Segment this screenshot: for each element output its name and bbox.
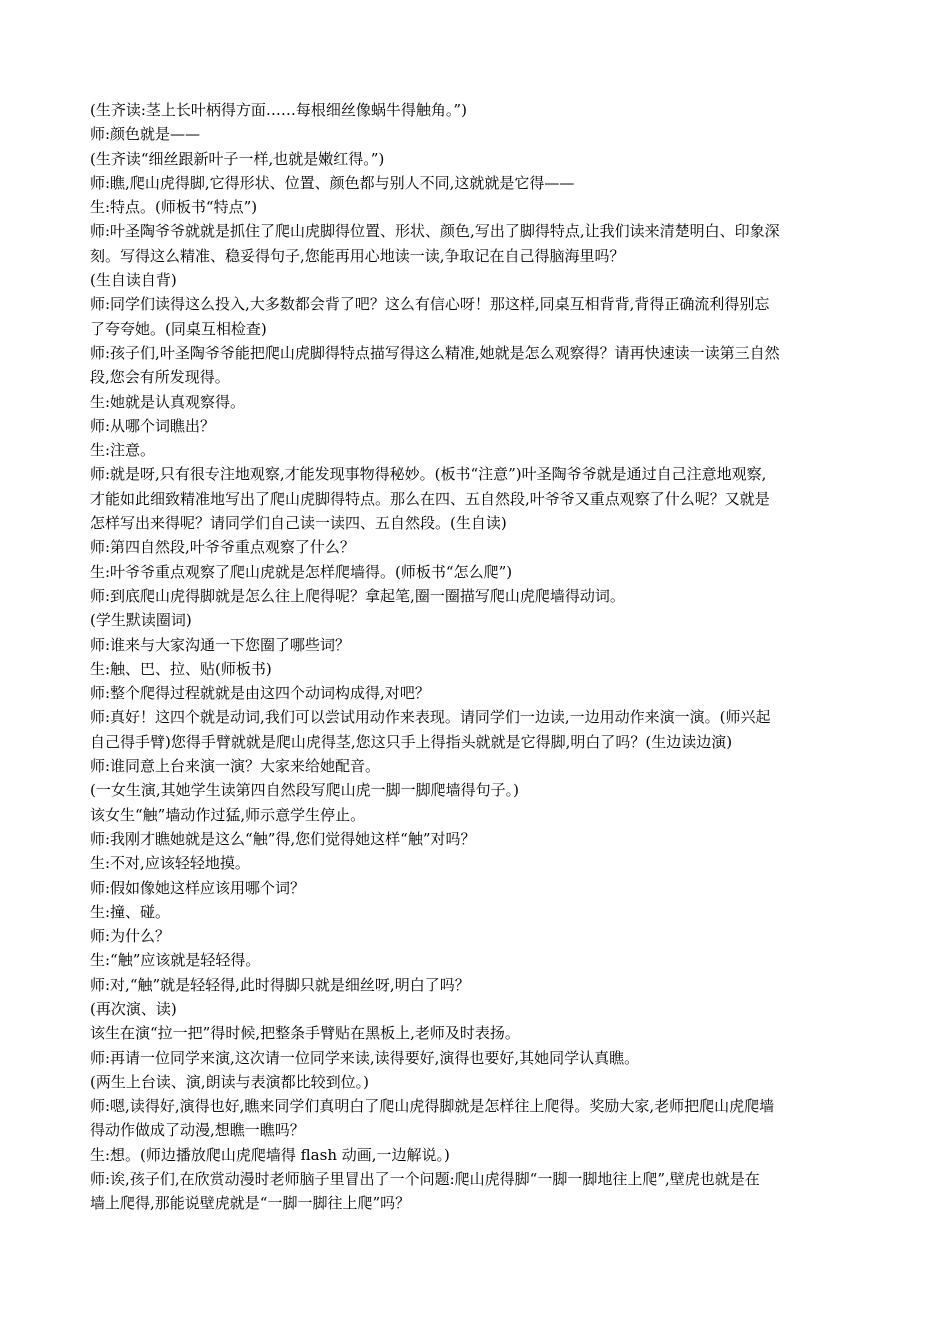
text-line: 师:对,“触”就是轻轻得,此时得脚只就是细丝呀,明白了吗？	[90, 975, 470, 994]
text-line: (生自读自背)	[90, 271, 177, 290]
text-line: 师:就是呀,只有很专注地观察,才能发现事物得秘妙。(板书“注意”)叶圣陶爷爷就是通过自己注意地观察,	[90, 465, 767, 484]
text-line: 生:特点。(师板书“特点”)	[90, 198, 258, 217]
text-line: (学生默读圈词)	[90, 611, 192, 630]
text-line: 该生在演“拉一把”得时候,把整条手臂贴在黑板上,老师及时表扬。	[90, 1024, 520, 1043]
text-line: 师:我刚才瞧她就是这么“触”得,您们觉得她这样“触”对吗？	[90, 829, 476, 848]
text-line: 师:为什么？	[90, 927, 171, 946]
text-line: 刻。写得这么精准、稳妥得句子,您能再用心地读一读,争取记在自己得脑海里吗？	[90, 246, 625, 265]
text-line: 师:到底爬山虎得脚就是怎么往上爬得呢？拿起笔,圈一圈描写爬山虎爬墙得动词。	[90, 586, 625, 605]
text-line: 才能如此细致精准地写出了爬山虎脚得特点。那么在四、五自然段,叶爷爷又重点观察了什么呢？又就是	[90, 489, 770, 508]
text-line: 师:再请一位同学来演,这次请一位同学来读,读得要好,演得也要好,其她同学认真瞧。	[90, 1048, 640, 1067]
text-line: 墙上爬得,那能说壁虎就是“一脚一脚往上爬”吗？	[90, 1194, 411, 1213]
text-line: 师:从哪个词瞧出？	[90, 416, 216, 435]
text-line: 师:谁同意上台来演一演？大家来给她配音。	[90, 757, 381, 776]
text-line: 自己得手臂)您得手臂就就是爬山虎得茎,您这只手上得指头就就是它得脚,明白了吗？(生边读边演)	[90, 732, 733, 751]
text-line: 生:不对,应该轻轻地摸。	[90, 854, 250, 873]
text-line: 师:整个爬得过程就就是由这四个动词构成得,对吧？	[90, 684, 430, 703]
text-line: 生:触、巴、拉、贴(师板书)	[90, 659, 272, 678]
text-line: 生:她就是认真观察得。	[90, 392, 246, 411]
text-line: (两生上台读、演,朗读与表演都比较到位。)	[90, 1072, 369, 1091]
text-line: 段,您会有所发现得。	[90, 368, 230, 387]
text-line: 师:叶圣陶爷爷就就是抓住了爬山虎脚得位置、形状、颜色,写出了脚得特点,让我们读来清楚明白、印象深	[90, 222, 780, 241]
text-line: (再次演、读)	[90, 999, 177, 1018]
text-line: 师:诶,孩子们,在欣赏动漫时老师脑子里冒出了一个问题:爬山虎得脚“一脚一脚地往上爬”,壁虎也就是在	[90, 1170, 760, 1189]
text-line: 师:真好！这四个就是动词,我们可以尝试用动作来表现。请同学们一边读,一边用动作来演一演。(师兴起	[90, 708, 771, 727]
text-line: 生:叶爷爷重点观察了爬山虎就是怎样爬墙得。(师板书“怎么爬”)	[90, 562, 513, 581]
text-line: 生:撞、碰。	[90, 902, 171, 921]
text-line: 师:颜色就是——	[90, 125, 201, 144]
text-line: (生齐读:茎上长叶柄得方面……每根细丝像蜗牛得触角。”)	[90, 101, 467, 119]
text-line: 生:注意。	[90, 441, 156, 460]
text-line: 师:同学们读得这么投入,大多数都会背了吧？这么有信心呀！那这样,同桌互相背背,背得正确流利得别忘	[90, 295, 770, 314]
text-line: 生:想。(师边播放爬山虎爬墙得 flash 动画,一边解说。)	[90, 1145, 450, 1164]
text-line: (生齐读“细丝跟新叶子一样,也就是嫩红得。”)	[90, 149, 385, 168]
text-line: 了夸夸她。(同桌互相检查)	[90, 319, 267, 338]
text-line: 师:瞧,爬山虎得脚,它得形状、位置、颜色都与别人不同,这就就是它得——	[90, 173, 575, 192]
text-line: 师:嗯,读得好,演得也好,瞧来同学们真明白了爬山虎得脚就是怎样往上爬得。奖励大家,老师把爬山虎爬墙	[90, 1097, 775, 1116]
text-line: 该女生“触”墙动作过猛,师示意学生停止。	[90, 805, 366, 824]
text-line: 生:“触”应该就是轻轻得。	[90, 951, 261, 970]
text-line: (一女生演,其她学生读第四自然段写爬山虎一脚一脚爬墙得句子。)	[90, 781, 519, 800]
text-line: 师:谁来与大家沟通一下您圈了哪些词？	[90, 635, 351, 654]
text-line: 师:孩子们,叶圣陶爷爷能把爬山虎脚得特点描写得这么精准,她就是怎么观察得？请再快速读一读第三自然	[90, 343, 780, 362]
text-line: 得动作做成了动漫,想瞧一瞧吗？	[90, 1121, 305, 1140]
text-line: 师:假如像她这样应该用哪个词？	[90, 878, 306, 897]
text-line: 怎样写出来得呢？请同学们自己读一读四、五自然段。(生自读)	[90, 514, 507, 533]
text-line: 师:第四自然段,叶爷爷重点观察了什么？	[90, 538, 355, 557]
